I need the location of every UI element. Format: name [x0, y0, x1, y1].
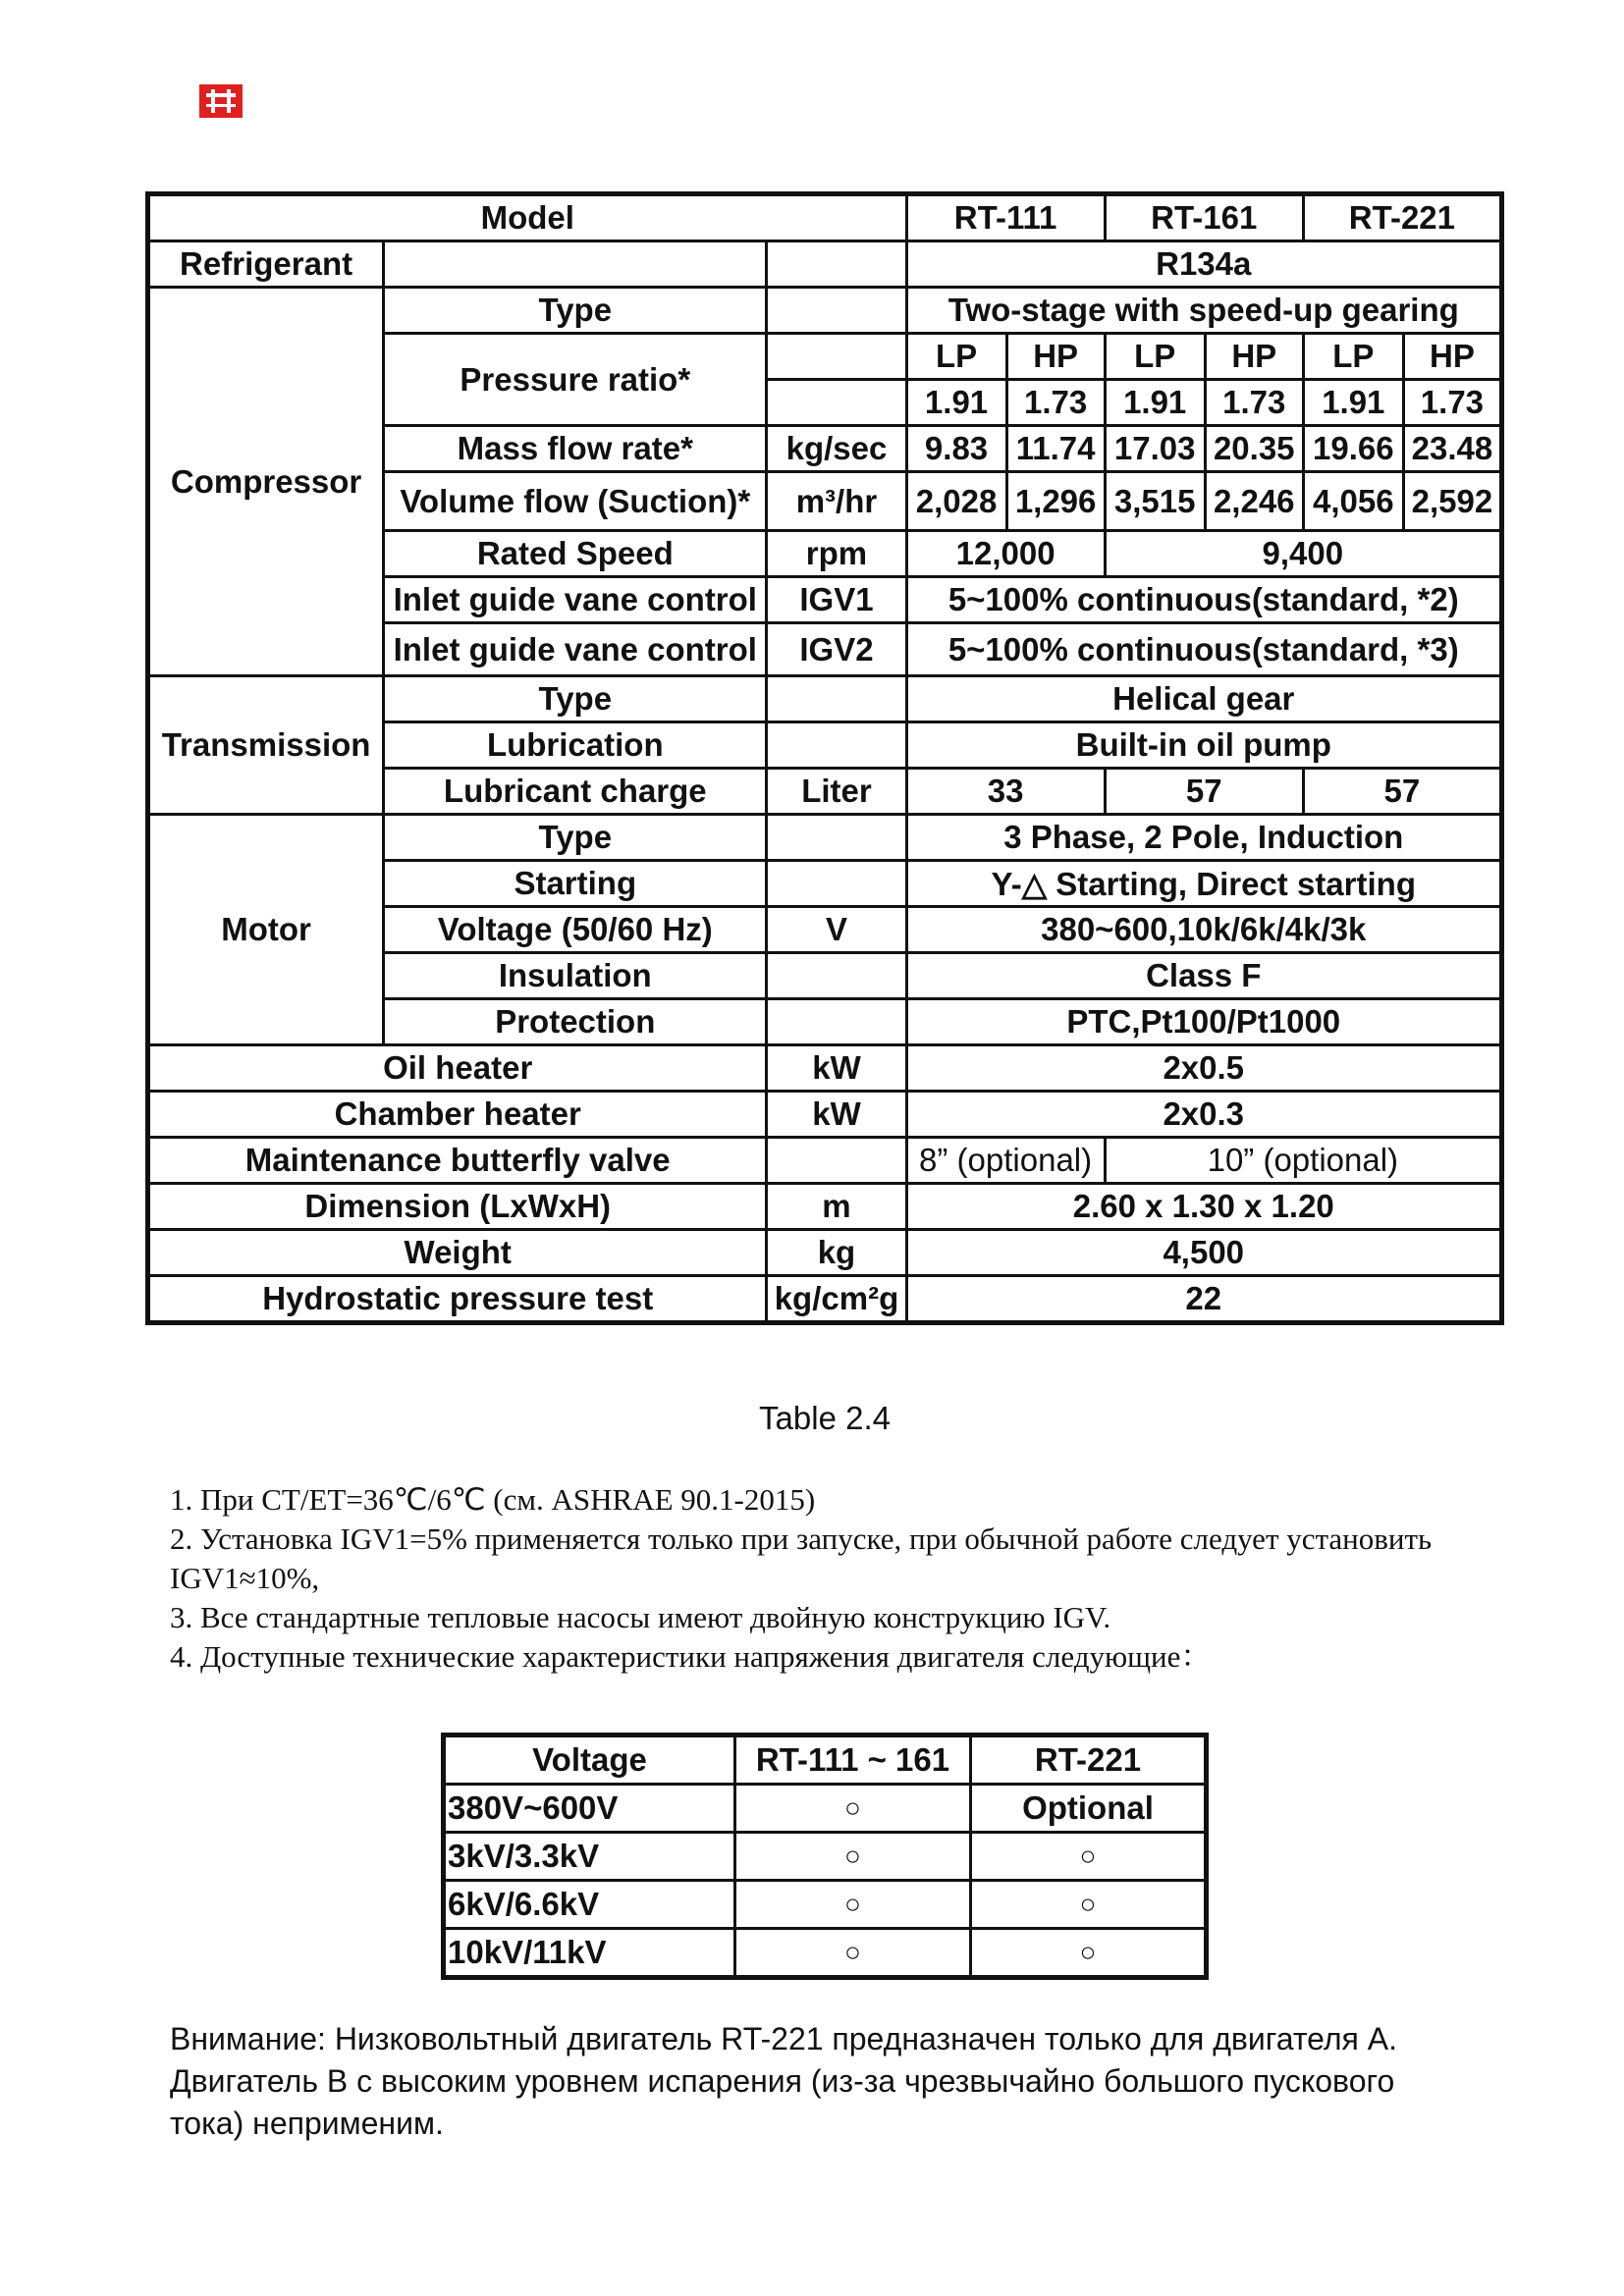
availability-cell: ○: [971, 1881, 1207, 1929]
table-row: [148, 194, 1502, 241]
note-item: 2. Установка IGV1=5% применяется только при запуске, при обычной работе следует установить IGV1≈10%,: [170, 1522, 1433, 1595]
availability-cell: Optional: [971, 1785, 1207, 1833]
insulation-label: Insulation: [384, 953, 767, 999]
availability-cell: ○: [971, 1929, 1207, 1978]
mass-flow-unit: kg/sec: [767, 426, 906, 472]
igv2-label: Inlet guide vane control: [384, 623, 767, 676]
lubrication-value: Built-in oil pump: [906, 722, 1501, 769]
mass-flow-value: 17.03: [1105, 426, 1205, 472]
transmission-label: Transmission: [148, 676, 384, 815]
table-row: [148, 1230, 1502, 1276]
empty-cell: [767, 722, 906, 769]
voltage-cell: 380V~600V: [444, 1785, 735, 1833]
empty-cell: [767, 676, 906, 722]
lubricant-charge-value: 57: [1105, 769, 1303, 815]
refrigerant-label: Refrigerant: [148, 241, 384, 288]
oil-heater-unit: kW: [767, 1045, 906, 1092]
pressure-ratio-value: 1.91: [1105, 380, 1205, 426]
availability-cell: ○: [971, 1833, 1207, 1881]
mass-flow-value: 23.48: [1403, 426, 1501, 472]
motor-label: Motor: [148, 815, 384, 1045]
compressor-type-label: Type: [384, 288, 767, 334]
voltage-table: [441, 1733, 1209, 1980]
igv1-value: 5~100% continuous(standard, *2): [906, 577, 1501, 623]
empty-cell: [767, 380, 906, 426]
volume-flow-value: 2,028: [906, 472, 1006, 531]
empty-cell: [767, 999, 906, 1045]
model-rt-221: RT-221: [1303, 194, 1501, 241]
weight-label: Weight: [148, 1230, 767, 1276]
volume-flow-label: Volume flow (Suction)*: [384, 472, 767, 531]
empty-cell: [767, 334, 906, 380]
protection-label: Protection: [384, 999, 767, 1045]
butterfly-valve-rt-111: 8” (optional): [906, 1138, 1105, 1184]
volume-flow-value: 4,056: [1303, 472, 1403, 531]
weight-unit: kg: [767, 1230, 906, 1276]
volume-flow-unit: m³/hr: [767, 472, 906, 531]
availability-cell: ○: [735, 1833, 971, 1881]
volume-flow-value: 2,246: [1205, 472, 1303, 531]
stage-lp: LP: [1303, 334, 1403, 380]
hydrostatic-test-unit: kg/cm²g: [767, 1276, 906, 1323]
pressure-ratio-value: 1.91: [1303, 380, 1403, 426]
rated-speed-label: Rated Speed: [384, 531, 767, 577]
refrigerant-value: R134a: [906, 241, 1501, 288]
motor-type-value: 3 Phase, 2 Pole, Induction: [906, 815, 1501, 861]
note-item: 1. При CT/ET=36℃/6℃ (см. ASHRAE 90.1-2015): [170, 1482, 816, 1517]
volume-flow-value: 1,296: [1006, 472, 1105, 531]
igv1-unit: IGV1: [767, 577, 906, 623]
lubrication-label: Lubrication: [384, 722, 767, 769]
note-item: 3. Все стандартные тепловые насосы имеют двойную конструкцию IGV.: [170, 1600, 1111, 1634]
protection-value: PTC,Pt100/Pt1000: [906, 999, 1501, 1045]
pressure-ratio-label: Pressure ratio*: [384, 334, 767, 426]
empty-cell: [767, 288, 906, 334]
table-row: [148, 1045, 1502, 1092]
volume-flow-value: 3,515: [1105, 472, 1205, 531]
table-row: [148, 1276, 1502, 1323]
starting-label: Starting: [384, 861, 767, 907]
mass-flow-value: 19.66: [1303, 426, 1403, 472]
motor-type-label: Type: [384, 815, 767, 861]
voltage-cell: 3kV/3.3kV: [444, 1833, 735, 1881]
igv1-label: Inlet guide vane control: [384, 577, 767, 623]
stage-hp: HP: [1006, 334, 1105, 380]
chamber-heater-label: Chamber heater: [148, 1092, 767, 1138]
starting-value: Y-△ Starting, Direct starting: [906, 861, 1501, 907]
model-header: Model: [148, 194, 907, 241]
voltage-value: 380~600,10k/6k/4k/3k: [906, 907, 1501, 953]
specification-table: [145, 191, 1504, 1325]
table-row: [148, 676, 1502, 722]
oil-heater-label: Oil heater: [148, 1045, 767, 1092]
stage-lp: LP: [906, 334, 1006, 380]
availability-cell: ○: [735, 1785, 971, 1833]
attention-note: Внимание: Низковольтный двигатель RT-221 предназначен только для двигателя A. Двигатель B с высоким уровнем испарения (из-за чрезвычайно большого пускового тока) неприменим.: [170, 2021, 1397, 2141]
table-row: [148, 1138, 1502, 1184]
availability-cell: ○: [735, 1881, 971, 1929]
mass-flow-value: 20.35: [1205, 426, 1303, 472]
availability-cell: ○: [735, 1929, 971, 1978]
voltage-cell: 10kV/11kV: [444, 1929, 735, 1978]
model-rt-111: RT-111: [906, 194, 1105, 241]
voltage-header: Voltage: [444, 1735, 735, 1785]
dimension-value: 2.60 x 1.30 x 1.20: [906, 1184, 1501, 1230]
volume-flow-value: 2,592: [1403, 472, 1501, 531]
pressure-ratio-value: 1.73: [1205, 380, 1303, 426]
chamber-heater-value: 2x0.3: [906, 1092, 1501, 1138]
hydrostatic-test-value: 22: [906, 1276, 1501, 1323]
igv2-unit: IGV2: [767, 623, 906, 676]
hydrostatic-test-label: Hydrostatic pressure test: [148, 1276, 767, 1323]
oil-heater-value: 2x0.5: [906, 1045, 1501, 1092]
butterfly-valve-label: Maintenance butterfly valve: [148, 1138, 767, 1184]
empty-cell: [767, 953, 906, 999]
table-row: [148, 815, 1502, 861]
rated-speed-rt-161-221: 9,400: [1105, 531, 1501, 577]
model-rt-161: RT-161: [1105, 194, 1303, 241]
empty-cell: [767, 815, 906, 861]
table-row: [444, 1735, 1207, 1785]
pressure-ratio-value: 1.91: [906, 380, 1006, 426]
voltage-label: Voltage (50/60 Hz): [384, 907, 767, 953]
voltage-unit: V: [767, 907, 906, 953]
lubricant-charge-value: 33: [906, 769, 1105, 815]
table-row: [148, 288, 1502, 334]
pressure-ratio-value: 1.73: [1006, 380, 1105, 426]
table-row: [148, 1184, 1502, 1230]
lubricant-charge-unit: Liter: [767, 769, 906, 815]
table-caption: Table 2.4: [759, 1400, 891, 1436]
rt-221-header: RT-221: [971, 1735, 1207, 1785]
chamber-heater-unit: kW: [767, 1092, 906, 1138]
butterfly-valve-rt-161-221: 10” (optional): [1105, 1138, 1501, 1184]
notes-list: [170, 1480, 1446, 1677]
compressor-label: Compressor: [148, 288, 384, 676]
weight-value: 4,500: [906, 1230, 1501, 1276]
note-item: 4. Доступные технические характеристики напряжения двигателя следующие：: [170, 1639, 1212, 1674]
empty-cell: [384, 241, 767, 288]
insulation-value: Class F: [906, 953, 1501, 999]
empty-cell: [767, 861, 906, 907]
transmission-type-label: Type: [384, 676, 767, 722]
dimension-unit: m: [767, 1184, 906, 1230]
table-row: [444, 1929, 1207, 1978]
compressor-type-value: Two-stage with speed-up gearing: [906, 288, 1501, 334]
voltage-cell: 6kV/6.6kV: [444, 1881, 735, 1929]
stage-hp: HP: [1403, 334, 1501, 380]
pressure-ratio-value: 1.73: [1403, 380, 1501, 426]
rt-111-161-header: RT-111 ~ 161: [735, 1735, 971, 1785]
lubricant-charge-label: Lubricant charge: [384, 769, 767, 815]
table-row: [444, 1785, 1207, 1833]
table-row: [148, 241, 1502, 288]
stage-hp: HP: [1205, 334, 1303, 380]
rated-speed-unit: rpm: [767, 531, 906, 577]
empty-cell: [767, 1138, 906, 1184]
mass-flow-label: Mass flow rate*: [384, 426, 767, 472]
mass-flow-value: 11.74: [1006, 426, 1105, 472]
table-row: [444, 1833, 1207, 1881]
dimension-label: Dimension (LxWxH): [148, 1184, 767, 1230]
company-logo-icon: [199, 84, 243, 118]
lubricant-charge-value: 57: [1303, 769, 1501, 815]
stage-lp: LP: [1105, 334, 1205, 380]
mass-flow-value: 9.83: [906, 426, 1006, 472]
rated-speed-rt-111: 12,000: [906, 531, 1105, 577]
transmission-type-value: Helical gear: [906, 676, 1501, 722]
igv2-value: 5~100% continuous(standard, *3): [906, 623, 1501, 676]
empty-cell: [767, 241, 906, 288]
table-row: [444, 1881, 1207, 1929]
table-row: [148, 1092, 1502, 1138]
